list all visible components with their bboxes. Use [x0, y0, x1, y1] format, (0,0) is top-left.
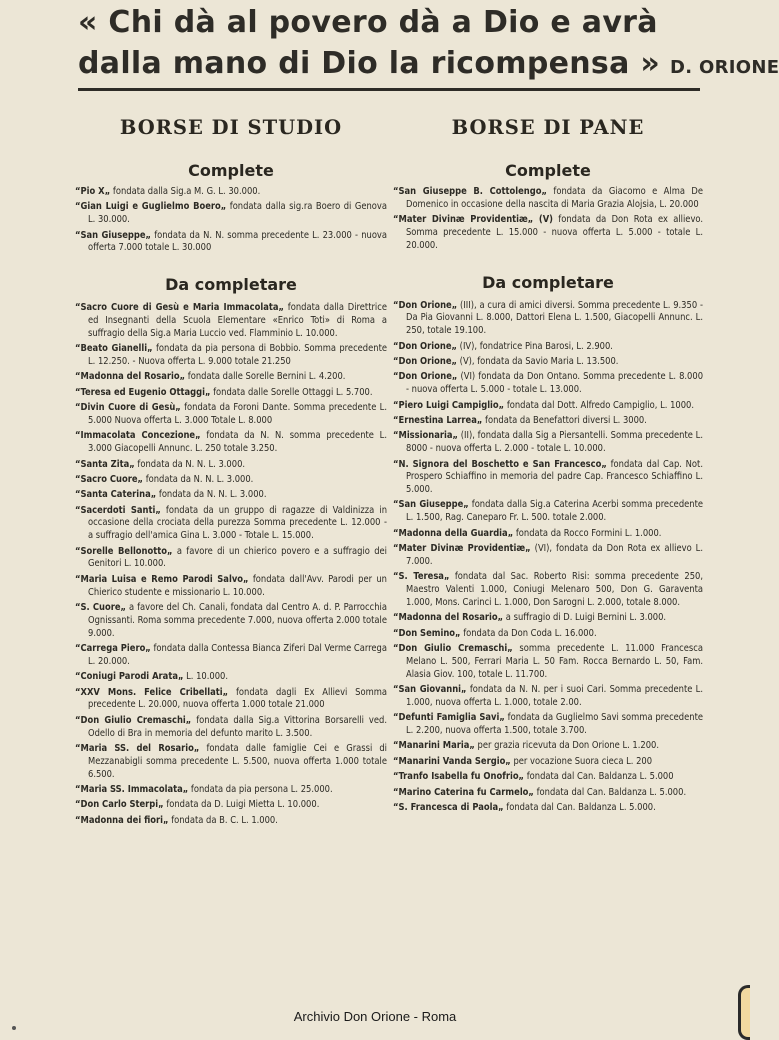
- list-item: [393, 802, 703, 815]
- subsection-pending-studio: Da completare: [165, 275, 297, 295]
- list-item: [393, 528, 703, 541]
- list-item: [393, 543, 703, 569]
- list-item: [393, 459, 703, 497]
- entry-text: fondata dagli Ex Allievi Somma precedente L. 20.000, nuova offerta 1.000 totale 21.000: [88, 686, 387, 711]
- entry-text: (II), fondata dalla Sig a Piersantelli. Somma precedente L. 8000 - nuova offerta L. 2.000 - totale L. 10.000.: [406, 430, 703, 455]
- list-item: [75, 302, 387, 340]
- header-rule: [78, 88, 700, 91]
- list-item: [75, 546, 387, 572]
- entry-text: fondata dall'Avv. Parodi per un Chierico studente e missionario L. 10.000.: [88, 573, 387, 598]
- entry-text: fondata da Giacomo e Alma De Domenico in occasione della nascita di Maria Grazia Alojsia, L. 20.000: [406, 186, 703, 210]
- entry-text: fondata da N. N. L. 3.000.: [143, 473, 254, 485]
- entry-name: “XXV Mons. Felice Cribellati„: [75, 686, 229, 698]
- entry-name: “Tranfo Isabella fu Onofrio„: [393, 771, 525, 783]
- entry-text: fondata da pia persona L. 25.000.: [188, 783, 333, 795]
- entry-text: fondata da N. N. somma precedente L. 23.000 - nuova offerta 7.000 totale L. 30.000: [88, 229, 388, 254]
- headline-line-2-text: dalla mano di Dio la ricompensa »: [78, 46, 661, 81]
- entry-name: “Maria SS. del Rosario„: [75, 742, 200, 754]
- list-item: [75, 201, 387, 227]
- list-item: [75, 815, 387, 828]
- list-complete-studio: [75, 186, 387, 255]
- entry-name: “Madonna dei fiori„: [75, 814, 169, 826]
- entry-name: “Don Orione„: [393, 355, 458, 367]
- entry-name: “S. Teresa„: [393, 571, 450, 583]
- subsection-complete-studio: Complete: [188, 161, 274, 180]
- entry-name: “San Giovanni„: [393, 684, 467, 695]
- entry-name: “Sacro Cuore„: [75, 473, 144, 485]
- list-item: [75, 489, 387, 502]
- list-item: [393, 214, 703, 252]
- entry-text: per vocazione Suora cieca L. 200: [510, 755, 653, 767]
- entry-text: fondata dalla Sig.a M. G. L. 30.000.: [110, 186, 261, 197]
- entry-text: fondata dal Can. Baldanza L. 5.000.: [533, 786, 687, 798]
- entry-name: “Defunti Famiglia Savi„: [393, 712, 505, 724]
- page-edge-mark: [738, 985, 750, 1040]
- headline: [78, 2, 779, 88]
- entry-name: “Madonna del Rosario„: [75, 371, 186, 383]
- entry-name: “Mater Divinæ Providentiæ„: [393, 543, 531, 555]
- list-complete-pane: [393, 186, 703, 253]
- list-item: [75, 671, 387, 684]
- entry-text: fondata da N. N. L. 3.000.: [134, 458, 246, 470]
- scan-speck: [12, 1026, 16, 1030]
- list-item: [393, 356, 703, 369]
- entry-text: fondata dalle famiglie Cei e Grassi di Mezzanabigli somma precedente L. 5.500, nuova offerta 1.000 totale 6.500.: [88, 742, 387, 780]
- entry-text: fondata dal Dott. Alfredo Campiglio, L. 1000.: [504, 399, 695, 411]
- entry-name: “San Giuseppe„: [393, 499, 469, 511]
- entry-text: (IV), fondatrice Pina Barosi, L. 2.900.: [457, 340, 613, 352]
- entry-text: fondata dalla Sig.a Caterina Acerbi somma precedente L. 1.500, Rag. Caneparo Fr. L. 500. totale 2.000.: [406, 499, 704, 524]
- list-item: [75, 474, 387, 487]
- entry-text: fondata da pia persona di Bobbio. Somma precedente L. 12.250. - Nuova offerta L. 9.000 totale 21.250: [88, 343, 387, 367]
- entry-text: fondata dalla Direttrice ed Insegnanti della Scuola Elementare «Enrico Toti» di Roma a suffragio della Sig.a Maria Luccio ved. Flamminio L. 10.000.: [88, 302, 387, 339]
- entry-text: fondata da Benefattori diversi L. 3000.: [482, 414, 647, 426]
- entry-text: (III), a cura di amici diversi. Somma precedente L. 9.350 - Da Pia Giovanni L. 8.000, Dattori Elena L. 1.500, Giacopelli Annunc. L. 250, totale 19.100.: [406, 299, 704, 337]
- list-item: [75, 230, 387, 256]
- list-item: [75, 602, 387, 640]
- entry-name: “Don Orione„: [393, 371, 458, 383]
- list-item: [75, 343, 387, 369]
- entry-name: “Don Semino„: [393, 627, 461, 639]
- entry-text: a favore del Ch. Canali, fondata dal Centro A. d. P. Parrocchia Ognissanti. Roma somma precedente 7.000, nuova offerta 2.000 totale 9.000.: [88, 602, 387, 639]
- list-item: [75, 743, 387, 781]
- entry-name: “Madonna del Rosario„: [393, 612, 504, 624]
- entry-text: L. 10.000.: [183, 671, 229, 683]
- list-item: [75, 186, 387, 199]
- list-item: [393, 756, 703, 769]
- list-item: [75, 402, 387, 428]
- entry-text: fondata da Rocco Formini L. 1.000.: [513, 527, 662, 539]
- list-pending-studio: [75, 302, 387, 827]
- entry-name: “Don Orione„: [393, 340, 458, 352]
- list-pending-pane: [393, 300, 703, 815]
- list-item: [393, 371, 703, 397]
- entry-text: fondata dalle Sorelle Ottaggi L. 5.700.: [210, 386, 373, 398]
- list-item: [393, 712, 703, 738]
- entry-name: “San Giuseppe„: [75, 229, 152, 241]
- list-item: [75, 687, 387, 713]
- column-borse-di-pane: [393, 112, 703, 817]
- entry-text: (VI) fondata da Don Ontano. Somma precedente L. 8.000 - nuova offerta L. 5.000 - totale L. 13.000.: [406, 371, 704, 396]
- entry-text: a suffragio di D. Luigi Bernini L. 3.000.: [503, 612, 667, 624]
- subsection-complete-pane: Complete: [505, 161, 591, 180]
- entry-text: fondata dalla sig.ra Boero di Genova L. 30.000.: [88, 201, 387, 226]
- entry-name: “Manarini Vanda Sergio„: [393, 755, 511, 767]
- entry-text: a favore di un chierico povero e a suffragio dei Genitori L. 10.000.: [88, 545, 387, 570]
- column-borse-di-studio: [75, 112, 387, 830]
- list-item: [393, 787, 703, 800]
- list-item: [75, 715, 387, 741]
- entry-text: fondata dal Can. Baldanza L. 5.000: [524, 771, 674, 783]
- list-item: [75, 574, 387, 600]
- entry-text: fondata da D. Luigi Mietta L. 10.000.: [163, 799, 320, 811]
- entry-text: (V), fondata da Savio Maria L. 13.500.: [457, 355, 619, 367]
- entry-name: “Santa Zita„: [75, 458, 135, 470]
- entry-name: “Teresa ed Eugenio Ottaggi„: [75, 386, 211, 398]
- list-item: [75, 799, 387, 812]
- list-item: [393, 400, 703, 413]
- entry-text: fondata dalla Sig.a Vittorina Borsarelli ved. Odello di Bra in memoria del defunto marito L. 3.500.: [88, 714, 387, 739]
- section-title-pane: BORSE DI PANE: [451, 116, 645, 139]
- entry-name: “Coniugi Parodi Arata„: [75, 671, 184, 683]
- list-item: [393, 186, 703, 212]
- entry-name: “Mater Divinæ Providentiæ„ (V): [393, 214, 553, 226]
- headline-line-1: « Chi dà al povero dà a Dio e avrà: [78, 5, 658, 40]
- entry-text: fondata da B. C. L. 1.000.: [168, 814, 278, 826]
- entry-text: (VI), fondata da Don Rota ex allievo L. 7.000.: [406, 543, 703, 567]
- entry-name: “San Giuseppe B. Cottolengo„: [393, 186, 547, 197]
- list-item: [393, 628, 703, 641]
- entry-text: fondata da Guglielmo Savi somma precedente L. 2.200, nuova offerta 1.500, totale 3.700.: [406, 712, 703, 736]
- headline-line-2: [78, 44, 779, 88]
- list-item: [393, 612, 703, 625]
- entry-name: “N. Signora del Boschetto e San Francesco„: [393, 458, 607, 470]
- archive-footer: Archivio Don Orione - Roma: [293, 1009, 457, 1024]
- entry-name: “Sacerdoti Santi„: [75, 504, 161, 516]
- entry-text: fondata dalle Sorelle Bernini L. 4.200.: [185, 371, 346, 383]
- entry-name: “Don Carlo Sterpi„: [75, 799, 164, 811]
- list-item: [75, 784, 387, 797]
- entry-name: “Don Giulio Cremaschi„: [393, 643, 513, 655]
- list-item: [393, 415, 703, 428]
- entry-text: fondata da un gruppo di ragazze di Valdinizza in occasione della crociata della purezza Somma precedente L. 12.000 - a suffragio dell'amica Gina L. 3.000 - Totale L. 15.000.: [88, 504, 387, 542]
- entry-name: “Manarini Maria„: [393, 740, 475, 752]
- list-item: [75, 430, 387, 456]
- entry-name: “Santa Caterina„: [75, 489, 157, 501]
- entry-text: fondata dalla Contessa Bianca Ziferi Dal Verme Carrega L. 20.000.: [88, 643, 387, 667]
- entry-text: fondata dal Can. Baldanza L. 5.000.: [503, 801, 656, 813]
- entry-text: fondata da Foroni Dante. Somma precedente L. 5.000 Nuova offerta L. 3.000 Totale L. 8.000: [88, 402, 387, 426]
- entry-name: “Carrega Piero„: [75, 643, 151, 655]
- entry-text: fondata dal Cap. Not. Prospero Schiaffino in memoria del padre Cap. Francesco Schiaffino L. 5.000.: [406, 458, 703, 496]
- entry-name: “Maria Luisa e Remo Parodi Salvo„: [75, 573, 249, 585]
- entry-name: “Madonna della Guardia„: [393, 527, 514, 539]
- entry-name: “Don Orione„: [393, 299, 458, 311]
- list-item: [75, 643, 387, 669]
- list-item: [393, 740, 703, 753]
- entry-name: “Divin Cuore di Gesù„: [75, 402, 181, 414]
- entry-text: somma precedente L. 11.000 Francesca Melano L. 500, Ferrari Maria L. 50 Fam. Rocca Bernardo L. 50, Fam. Alasia Giov. 100, totale L. 11.700.: [406, 643, 703, 680]
- list-item: [75, 505, 387, 543]
- list-item: [393, 643, 703, 681]
- entry-name: “Marino Caterina fu Carmelo„: [393, 786, 534, 798]
- entry-name: “Maria SS. Immacolata„: [75, 783, 189, 795]
- entry-name: “S. Cuore„: [75, 602, 127, 614]
- entry-name: “Gian Luigi e Guglielmo Boero„: [75, 201, 227, 213]
- list-item: [75, 371, 387, 384]
- list-item: [393, 571, 703, 609]
- list-item: [75, 387, 387, 400]
- entry-text: fondata da Don Rota ex allievo. Somma precedente L. 15.000 - nuova offerta L. 5.000 - totale L. 20.000.: [406, 214, 704, 251]
- list-item: [393, 300, 703, 338]
- entry-text: fondata da N. N. L. 3.000.: [156, 489, 267, 501]
- entry-name: “Missionaria„: [393, 430, 458, 442]
- entry-name: “Don Giulio Cremaschi„: [75, 714, 192, 726]
- list-item: [393, 341, 703, 354]
- entry-name: “Beato Gianelli„: [75, 343, 153, 355]
- entry-name: “Sacro Cuore di Gesù e Maria Immacolata„: [75, 302, 285, 314]
- entry-name: “Immacolata Concezione„: [75, 430, 201, 442]
- subsection-pending-pane: Da completare: [482, 272, 614, 292]
- entry-text: fondata da N. N. somma precedente L. 3.000 Giacopelli Annunc. L. 250 totale 3.250.: [88, 430, 387, 455]
- list-item: [393, 430, 703, 456]
- entry-text: per grazia ricevuta da Don Orione L. 1.200.: [474, 740, 660, 752]
- entry-name: “Piero Luigi Campiglio„: [393, 399, 505, 411]
- entry-text: fondata dal Sac. Roberto Risi: somma precedente 250, Maestro Valenti 1.000, Coniugi Melenaro 500, Don G. Garaventa 1.000, Mons. Carinci L. 1.000, Don Sarogni L. 2.000, totale 8.000.: [406, 571, 703, 608]
- entry-text: fondata da N. N. per i suoi Cari. Somma precedente L. 1.000, nuova offerta L. 1.000, totale 2.00.: [406, 684, 703, 708]
- entry-name: “S. Francesca di Paola„: [393, 801, 504, 813]
- list-item: [393, 499, 703, 525]
- list-item: [75, 459, 387, 472]
- entry-name: “Ernestina Larrea„: [393, 414, 483, 426]
- entry-text: fondata da Don Coda L. 16.000.: [460, 627, 597, 639]
- list-item: [393, 771, 703, 784]
- entry-name: “Pio X„: [75, 186, 111, 197]
- list-item: [393, 684, 703, 710]
- headline-author: D. ORIONE: [670, 57, 779, 78]
- entry-name: “Sorelle Bellonotto„: [75, 545, 173, 557]
- section-title-studio: BORSE DI STUDIO: [119, 116, 343, 139]
